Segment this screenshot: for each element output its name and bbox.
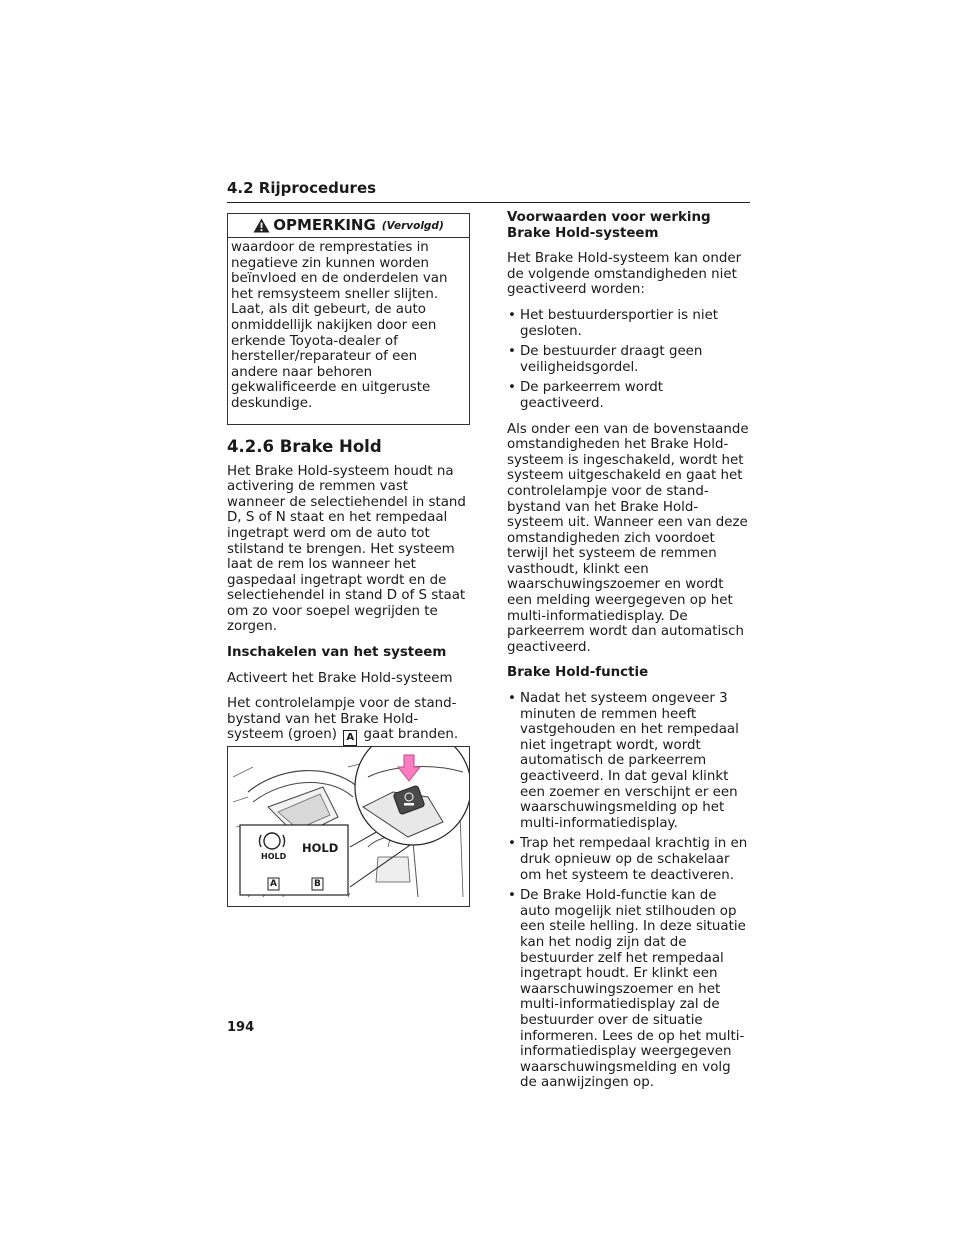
list-item: • De Brake Hold-functie kan de auto mogelijk niet stilhouden op een steile helling. In deze situatie kan het nodig zijn dat de bestuurder zelf het rempedaal ingetrapt houdt. Er klinkt een waarschuwingszoemer en het multi-informatiedisplay zal de bestuurder over de situatie informeren. Lees de op het multi-informatiedisplay weergegeven waarschuwingsmelding en volg de aanwijzingen op. (508, 888, 746, 1091)
right-column (507, 210, 750, 1101)
intro-paragraph: Het Brake Hold-systeem houdt na activering de remmen vast wanneer de selectiehendel in stand D, S of N staat en het rempedaal ingetrapt werd om de auto tot stilstand te brengen. Het systeem laat de rem los wanneer het gaspedaal ingetrapt wordt en de selectiehendel in stand D of S staat om zo voor soepel wegrijden te zorgen. (227, 463, 466, 635)
dashboard-illustration (228, 747, 469, 906)
note-body: waardoor de remprestaties in negatieve zin kunnen worden beïnvloed en de onderdelen van het remsysteem sneller slijten. Laat, als dit gebeurt, de auto onmiddellijk nakijken door een erkende Toyota-dealer of hersteller/reparateur of een andere naar behoren gekwalificeerde en uitgeruste deskundige. (231, 240, 448, 411)
section-title: 4.2 Rijprocedures (227, 179, 750, 203)
note-header (228, 214, 469, 238)
sub-heading: Inschakelen van het systeem (227, 645, 447, 661)
note-title: OPMERKING (273, 215, 376, 234)
indicator-text-2: gaat branden. (363, 727, 459, 743)
section-heading: 4.2.6 Brake Hold (227, 436, 382, 456)
figure-label-a: A (270, 879, 277, 889)
function-heading: Brake Hold-functie (507, 665, 649, 681)
conditions-heading: Voorwaarden voor werking Brake Hold-systeem (507, 210, 711, 241)
conditions-list (507, 308, 750, 412)
indicator-text-1: Het controlelampje voor de stand-bystand van het Brake Hold-systeem (groen) (227, 696, 457, 743)
list-item: • De bestuurder draagt geen veiligheidsgordel. (508, 344, 703, 375)
list-item: • Nadat het systeem ongeveer 3 minuten de remmen heeft vastgehouden en het rempedaal niet ingetrapt wordt, wordt automatisch de parkeerrem geactiveerd. In dat geval klinkt een zoemer en verschijnt er een waarschuwingsmelding op het multi-informatiedisplay. (508, 691, 739, 831)
list-item: • De parkeerrem wordt geactiveerd. (508, 380, 663, 411)
warning-icon (253, 218, 270, 233)
conditions-paragraph: Het Brake Hold-systeem kan onder de volgende omstandigheden niet geactiveerd worden: (507, 251, 742, 298)
page-number: 194 (227, 1020, 255, 1035)
note-box (227, 213, 470, 425)
hold-text: HOLD (302, 841, 339, 855)
badge-a: A (343, 730, 357, 746)
figure-label-b: B (314, 879, 321, 889)
list-item: • Het bestuurdersportier is niet gesloten. (508, 307, 719, 339)
activate-paragraph: Activeert het Brake Hold-systeem (227, 670, 453, 686)
note-subtitle: (Vervolgd) (381, 220, 444, 233)
list-item: • Trap het rempedaal krachtig in en druk opnieuw op de schakelaar om het systeem te deactiveren. (508, 836, 748, 883)
deactivation-paragraph: Als onder een van de bovenstaande omstandigheden het Brake Hold-systeem is ingeschakeld, wordt het systeem uitgeschakeld en gaat het controlelampje voor de stand-bystand van het Brake Hold-systeem uit. Wanneer een van deze omstandigheden zich voordoet terwijl het systeem de remmen vasthoudt, klinkt een waarschuwingszoemer en wordt een melding weergegeven op het multi-informatiedisplay. De parkeerrem wordt dan automatisch geactiveerd. (507, 421, 749, 655)
left-column (227, 213, 470, 822)
hold-icon-label: HOLD (261, 852, 287, 861)
brake-hold-figure (227, 746, 470, 907)
function-list (507, 691, 750, 1091)
